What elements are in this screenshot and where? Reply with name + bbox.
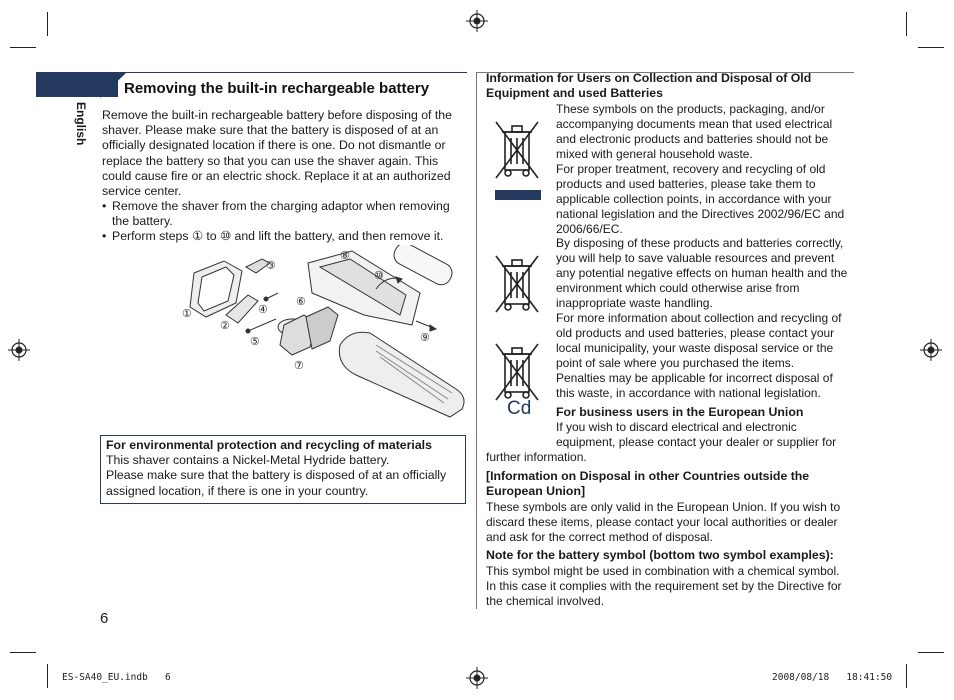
disposal-paragraph: For more information about collection and recycling of old products and used batteries, please contact your local municipality, your waste disposal service or the point of sale where you purchased the items. bbox=[556, 311, 842, 370]
step-number: ⑨ bbox=[420, 332, 430, 344]
step-number: ⑥ bbox=[296, 296, 306, 308]
environment-notice-line: This shaver contains a Nickel-Metal Hydride battery. bbox=[106, 453, 390, 468]
intro-paragraph: Remove the built-in rechargeable battery before disposing of the shaver. Please make sure that the battery is disposed of at an officially designated location if there is one. Do not dismantle or replace the battery so that you can use the shaver again. This could cause fire or an electric shock. Replace it at an authorized service center. bbox=[102, 108, 452, 199]
disposal-paragraph: These symbols on the products, packaging, and/or accompanying documents mean that used electrical and electronic products and batteries should not be mixed with general household waste. bbox=[556, 102, 833, 161]
registration-mark-icon bbox=[8, 339, 30, 361]
step-number: ⑩ bbox=[374, 270, 384, 282]
page-number: 6 bbox=[100, 610, 109, 627]
footer-timestamp: 2008/08/18 18:41:50 bbox=[772, 672, 893, 683]
environment-notice-box bbox=[100, 435, 466, 504]
crop-mark bbox=[47, 12, 48, 36]
outside-eu-text: These symbols are only valid in the European Union. If you wish to discard these items, please contact your local authorities or dealer and ask for the correct method of disposal. bbox=[486, 500, 841, 544]
registration-mark-icon bbox=[466, 10, 488, 32]
disposal-paragraph: For proper treatment, recovery and recycling of old products and used batteries, please take them to applicable collection points, in accordance with your national legislation and the Directives 2002/96/EC and 2006/66/EC. bbox=[556, 162, 845, 236]
battery-removal-diagram bbox=[180, 245, 470, 425]
title-rule bbox=[100, 72, 467, 73]
step-number: ④ bbox=[258, 304, 268, 316]
disposal-heading: Information for Users on Collection and Disposal of Old Equipment and used Batteries bbox=[486, 71, 812, 100]
chemical-symbol: Cd bbox=[507, 398, 532, 419]
business-heading: For business users in the European Union bbox=[556, 405, 804, 419]
list-item: • Remove the shaver from the charging adaptor when removing the battery. bbox=[102, 199, 462, 229]
environment-notice-title: For environmental protection and recycling of materials bbox=[106, 438, 432, 452]
crossed-out-bin-icon bbox=[492, 252, 542, 316]
crop-mark bbox=[10, 47, 36, 48]
note-heading: Note for the battery symbol (bottom two symbol examples): bbox=[486, 548, 834, 562]
step-number: ② bbox=[220, 320, 230, 332]
crop-mark bbox=[918, 652, 944, 653]
environment-notice-line: Please make sure that the battery is disposed of at an officially assigned location, if there is one in your country. bbox=[106, 468, 447, 498]
solid-bar-icon bbox=[495, 190, 541, 200]
step-number: ⑧ bbox=[340, 250, 350, 262]
business-text: further information. bbox=[486, 450, 587, 464]
business-text: If you wish to discard electrical and electronic equipment, please contact your dealer or supplier for bbox=[556, 420, 837, 449]
step-number: ⑤ bbox=[250, 336, 260, 348]
footer-file-info: ES-SA40_EU.indb 6 bbox=[62, 672, 171, 683]
crop-mark bbox=[906, 664, 907, 688]
list-item: • Perform steps ① to ⑩ and lift the battery, and then remove it. bbox=[102, 229, 462, 244]
title-corner-icon bbox=[100, 72, 127, 98]
instruction-list bbox=[102, 199, 462, 245]
crop-mark bbox=[47, 664, 48, 688]
crop-mark bbox=[906, 12, 907, 36]
step-number: ① bbox=[182, 308, 192, 320]
crop-mark bbox=[918, 47, 944, 48]
note-text: This symbol might be used in combination with a chemical symbol. In this case it complies with the requirement set by the Directive for the chemical involved. bbox=[486, 564, 842, 608]
column-divider bbox=[476, 72, 477, 609]
crossed-out-bin-icon bbox=[492, 340, 542, 404]
section-title: Removing the built-in rechargeable battery bbox=[124, 80, 430, 97]
disposal-paragraph: By disposing of these products and batteries correctly, you will help to save valuable resources and prevent any potential negative effects on human health and the environment which could otherwise arise from inappropriate waste handling. bbox=[556, 236, 848, 310]
registration-mark-icon bbox=[466, 667, 488, 689]
step-number: ⑦ bbox=[294, 360, 304, 372]
registration-mark-icon bbox=[920, 339, 942, 361]
outside-eu-heading: [Information on Disposal in other Countries outside the European Union] bbox=[486, 469, 810, 498]
language-label: English bbox=[74, 102, 88, 146]
crop-mark bbox=[10, 652, 36, 653]
disposal-paragraph: Penalties may be applicable for incorrect disposal of this waste, in accordance with national legislation. bbox=[556, 371, 833, 400]
step-number: ③ bbox=[266, 260, 276, 272]
crossed-out-bin-icon bbox=[492, 118, 542, 182]
